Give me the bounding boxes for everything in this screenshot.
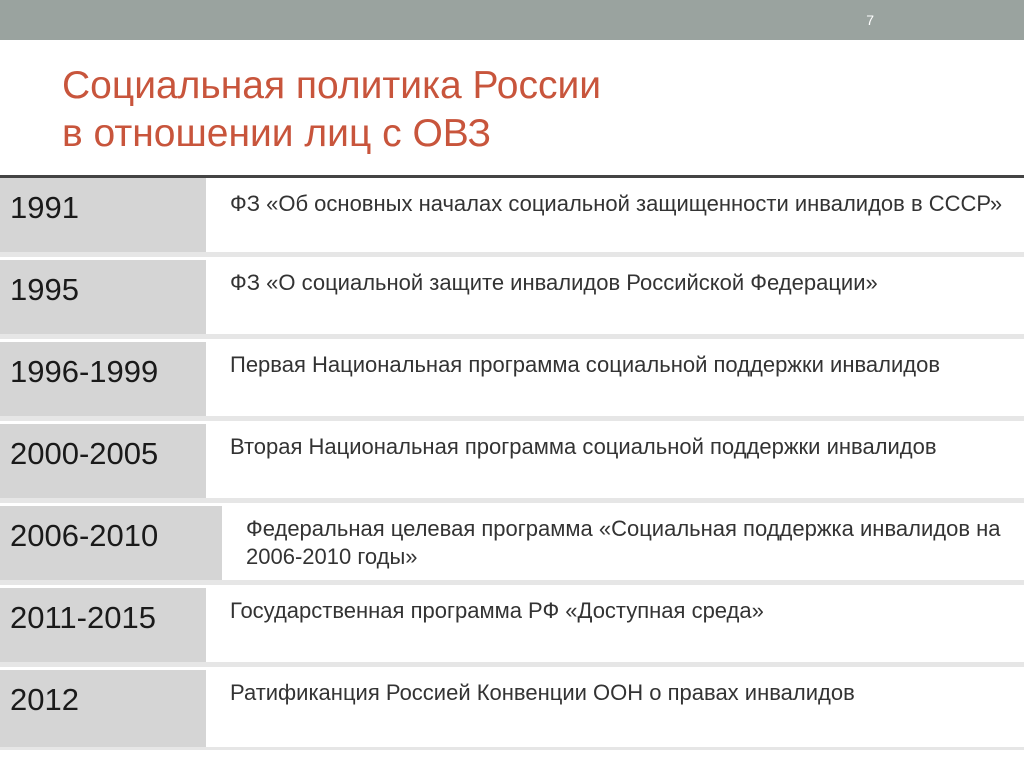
- year-cell: 2006-2010: [0, 503, 222, 580]
- description-cell: ФЗ «Об основных началах социальной защищенности инвалидов в СССР»: [230, 191, 1003, 216]
- table-row: [0, 257, 1024, 339]
- year-cell: 1996-1999: [0, 339, 206, 416]
- table-row: [0, 339, 1024, 421]
- table-row: [0, 503, 1024, 585]
- description-cell: Первая Национальная программа социальной поддержки инвалидов: [230, 352, 941, 377]
- slide-title: [62, 62, 962, 158]
- table-row: [0, 667, 1024, 750]
- year-cell: 2000-2005: [0, 421, 206, 498]
- timeline-table: [0, 175, 1024, 750]
- title-line-2: в отношении лиц с ОВЗ: [62, 112, 492, 155]
- table-row: [0, 175, 1024, 257]
- year-cell: 1995: [0, 257, 206, 334]
- description-cell: Вторая Национальная программа социальной поддержки инвалидов: [230, 434, 937, 459]
- table-row: [0, 585, 1024, 667]
- description-cell: Ратификанция Россией Конвенции ООН о правах инвалидов: [230, 680, 855, 705]
- year-cell: 2012: [0, 667, 206, 747]
- description-cell: ФЗ «О социальной защите инвалидов Российской Федерации»: [230, 270, 878, 295]
- table-row: [0, 421, 1024, 503]
- year-cell: 1991: [0, 178, 206, 252]
- top-bar: [0, 0, 1024, 40]
- year-cell: 2011-2015: [0, 585, 206, 662]
- slide-number: 7: [866, 12, 874, 28]
- title-line-1: Социальная политика России: [62, 64, 602, 107]
- description-cell: Государственная программа РФ «Доступная среда»: [230, 598, 764, 623]
- description-cell: Федеральная целевая программа «Социальная поддержка инвалидов на 2006-2010 годы»: [246, 516, 1001, 569]
